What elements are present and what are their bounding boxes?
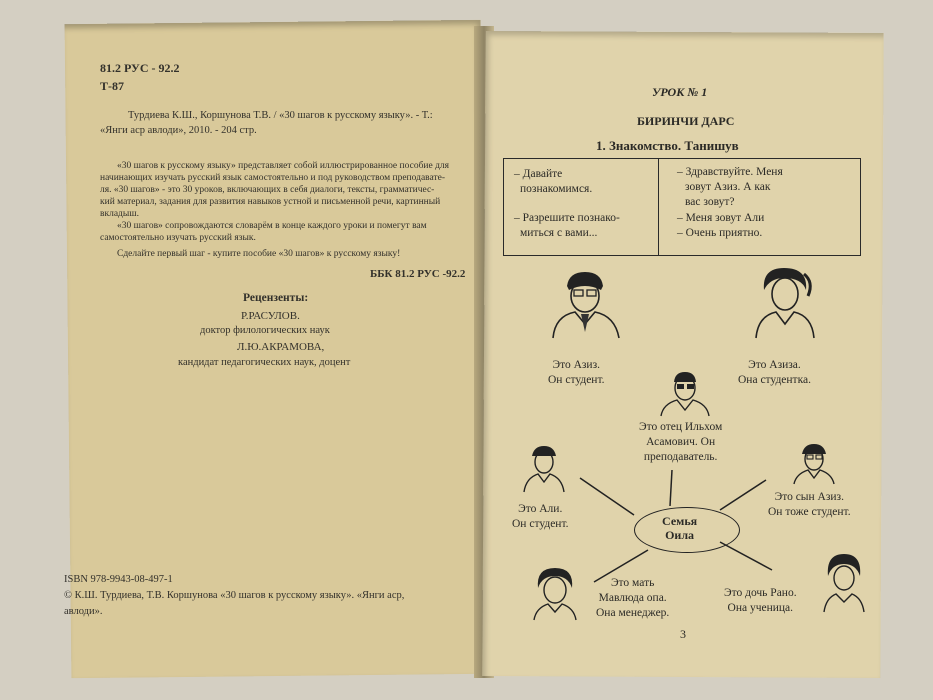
bibliography-line-1: Турдиева К.Ш., Коршунова Т.В. / «30 шагов к русскому языку». - Т.:: [128, 110, 433, 121]
caption-aziza: [738, 358, 811, 388]
description-line: самостоятельно изучать русский язык.: [100, 233, 256, 243]
dialog-table: [503, 158, 861, 256]
dialog-line: – Меня зовут Али: [677, 212, 765, 224]
description-line: ля. «30 шагов» - это 30 уроков, включающих в себя диалоги, тексты, грамматичес-: [100, 185, 435, 195]
caption-line: Это Азиза.: [748, 359, 801, 371]
caption-line: Это дочь Рано.: [724, 587, 797, 599]
caption-father: [639, 420, 722, 465]
lesson-title: УРОК № 1: [652, 85, 708, 99]
section-title: 1. Знакомство. Танишув: [596, 138, 739, 153]
caption-line: Это мать: [610, 577, 655, 589]
dialog-line: – Здравствуйте. Меня: [677, 166, 783, 178]
description-line: вкладыш.: [100, 209, 139, 219]
dialog-line: – Очень приятно.: [677, 227, 763, 239]
mother-portrait: [530, 566, 580, 622]
copyright-line-1: © К.Ш. Турдиева, Т.В. Коршунова «30 шагов к русскому языку». «Янги аср,: [64, 590, 405, 601]
classification-code: 81.2 РУС - 92.2: [100, 61, 180, 75]
description-line: «30 шагов к русскому языку» представляет собой иллюстрированное пособие для: [117, 161, 450, 171]
reviewer-title: доктор филологических наук: [200, 325, 330, 336]
reviewer-name: Л.Ю.АКРАМОВА,: [237, 341, 325, 353]
isbn: ISBN 978-9943-08-497-1: [64, 574, 173, 585]
description-line: начинающих изучать русский язык самостоятельно и под руководством преподавате-: [100, 173, 446, 183]
caption-line: Он студент.: [548, 374, 605, 386]
caption-daughter: [724, 586, 797, 616]
caption-line: Мавлюда опа.: [598, 592, 667, 604]
caption-line: Он тоже студент.: [768, 506, 851, 518]
caption-mother: [596, 576, 669, 621]
author-mark: Т-87: [100, 79, 124, 93]
dialog-line: зовут Азиз. А как: [685, 181, 771, 193]
caption-line: Он студент.: [512, 518, 569, 530]
bibliography-line-2: «Янги аср авлоди», 2010. - 204 стр.: [100, 125, 257, 136]
page-number: 3: [680, 627, 686, 641]
caption-line: Это Азиз.: [552, 359, 600, 371]
hub-line: Оила: [665, 528, 695, 542]
copyright-line-2: авлоди».: [64, 606, 103, 617]
caption-line: Она ученица.: [727, 602, 794, 614]
reviewers-heading: Рецензенты:: [243, 292, 309, 304]
caption-aziz: [548, 358, 604, 388]
dialog-line: – Давайте: [514, 168, 563, 180]
reviewer-name: Р.РАСУЛОВ.: [241, 310, 300, 322]
aziza-portrait: [750, 264, 820, 340]
dialog-left-column: [504, 159, 659, 255]
caption-line: преподаватель.: [643, 451, 718, 463]
dialog-line: познакомимся.: [520, 183, 593, 195]
caption-line: Асамович. Он: [646, 436, 716, 448]
description-line: Сделайте первый шаг - купите пособие «30 шагов» к русскому языку!: [117, 249, 401, 259]
caption-line: Это сын Азиз.: [774, 491, 844, 503]
dialog-right-column: [659, 159, 859, 255]
bbk-code: ББК 81.2 РУС -92.2: [370, 268, 466, 280]
dialog-line: – Разрешите познако-: [514, 212, 620, 224]
father-portrait: [657, 370, 713, 418]
caption-line: Она менеджер.: [596, 607, 670, 619]
son-portrait: [792, 442, 836, 486]
caption-line: Это Али.: [518, 503, 563, 515]
description-line: «30 шагов» сопровождаются словарём в конце каждого уроки и помегут вам: [117, 221, 427, 231]
caption-line: Это отец Ильхом: [639, 421, 723, 433]
dialog-line: миться с вами...: [520, 227, 598, 239]
family-hub-label: [662, 514, 697, 542]
dialog-line: вас зовут?: [685, 196, 735, 208]
reviewer-title: кандидат педагогических наук, доцент: [178, 357, 351, 368]
description-line: кий материал, задания для развития навыков устной и письменной речи, картинный: [100, 197, 441, 207]
hub-line: Семья: [662, 514, 698, 528]
daughter-portrait: [820, 552, 868, 614]
lesson-title-uz: БИРИНЧИ ДАРС: [637, 114, 735, 128]
caption-line: Она студентка.: [738, 374, 811, 386]
aziz-portrait: [545, 268, 625, 340]
